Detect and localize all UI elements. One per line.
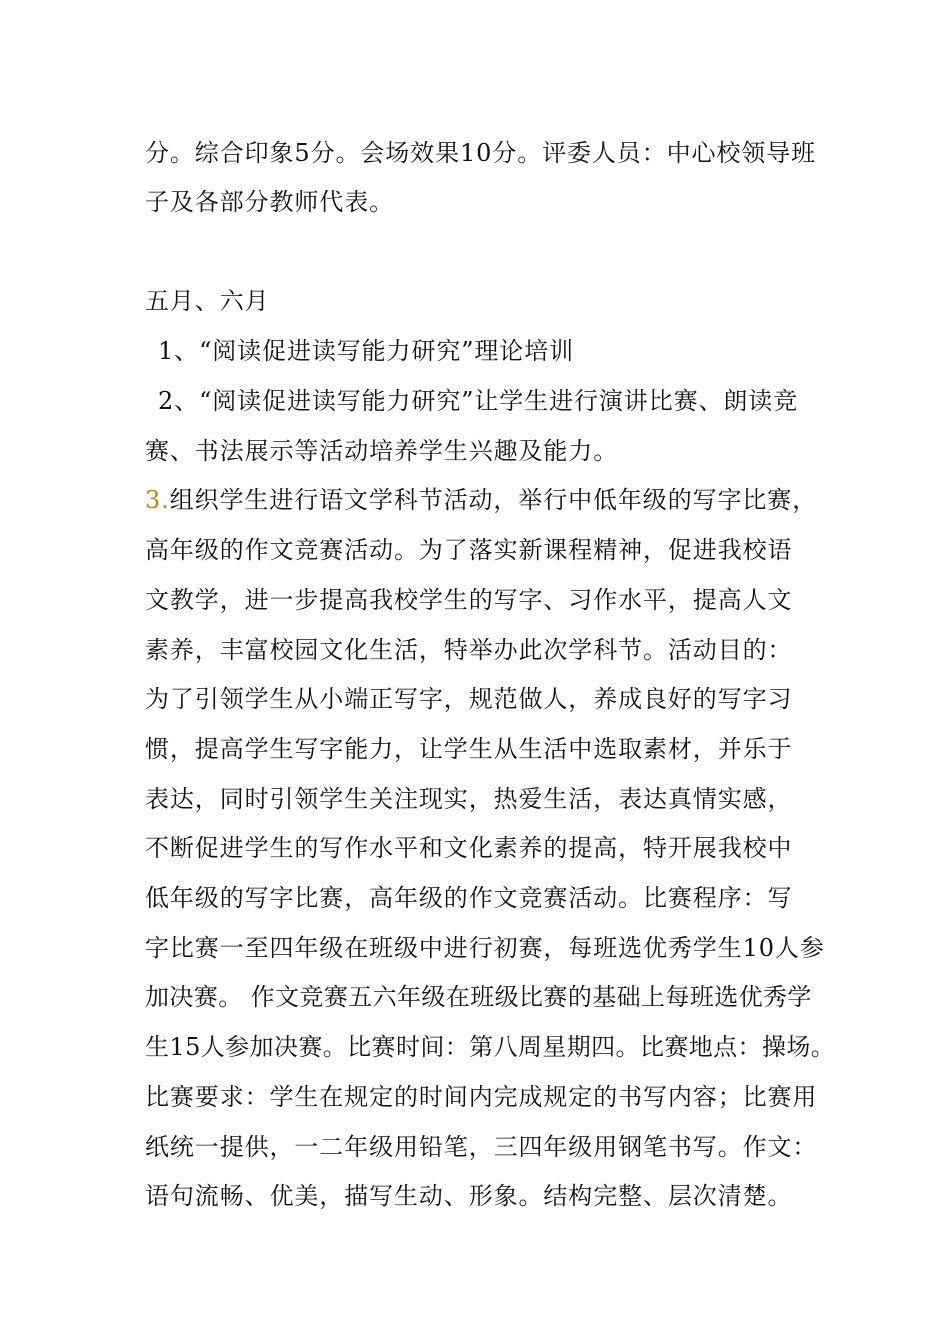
paragraph-line: 加决赛。 作文竞赛五六年级在班级比赛的基础上每班选优秀学 bbox=[145, 983, 812, 1011]
paragraph-line: 语句流畅、优美，描写生动、形象。结构完整、层次清楚。 bbox=[145, 1182, 793, 1210]
paragraph-line: 低年级的写字比赛，高年级的作文竞赛活动。比赛程序：写 bbox=[145, 884, 793, 912]
list-item-3-number: 3. bbox=[145, 486, 170, 514]
list-item-2-line: 2、“阅读促进读写能力研究”让学生进行演讲比赛、朗读竞 bbox=[158, 387, 799, 415]
paragraph-line: 字比赛一至四年级在班级中进行初赛，每班选优秀学生10人参 bbox=[145, 934, 825, 962]
paragraph-line: 比赛要求：学生在规定的时间内完成规定的书写内容；比赛用 bbox=[145, 1083, 818, 1111]
paragraph-line: 不断促进学生的写作水平和文化素养的提高，特开展我校中 bbox=[145, 834, 793, 862]
list-item-1: 1、“阅读促进读写能力研究”理论培训 bbox=[158, 337, 575, 365]
section-heading: 五月、六月 bbox=[145, 287, 270, 315]
paragraph-line: 表达，同时引领学生关注现实，热爱生活，表达真情实感， bbox=[145, 785, 793, 813]
paragraph-line: 惯，提高学生写字能力，让学生从生活中选取素材，并乐于 bbox=[145, 735, 793, 763]
paragraph-line: 为了引领学生从小端正写字，规范做人，养成良好的写字习 bbox=[145, 685, 793, 713]
list-item-2-line: 赛、书法展示等活动培养学生兴趣及能力。 bbox=[145, 437, 619, 465]
paragraph-line: 纸统一提供，一二年级用铅笔，三四年级用钢笔书写。作文： bbox=[145, 1133, 818, 1161]
list-item-3-first-line bbox=[145, 485, 817, 515]
paragraph-line: 子及各部分教师代表。 bbox=[145, 188, 394, 216]
list-item-3-text: 组织学生进行语文学科节活动，举行中低年级的写字比赛， bbox=[169, 486, 818, 514]
paragraph-line: 素养，丰富校园文化生活，特举办此次学科节。活动目的： bbox=[145, 636, 793, 664]
paragraph-line: 生15人参加决赛。比赛时间：第八周星期四。比赛地点：操场。 bbox=[145, 1033, 836, 1061]
paragraph-line: 文教学，进一步提高我校学生的写字、习作水平，提高人文 bbox=[145, 586, 793, 614]
paragraph-line: 分。综合印象5分。会场效果10分。评委人员：中心校领导班 bbox=[145, 139, 817, 167]
paragraph-line: 高年级的作文竞赛活动。为了落实新课程精神，促进我校语 bbox=[145, 536, 793, 564]
